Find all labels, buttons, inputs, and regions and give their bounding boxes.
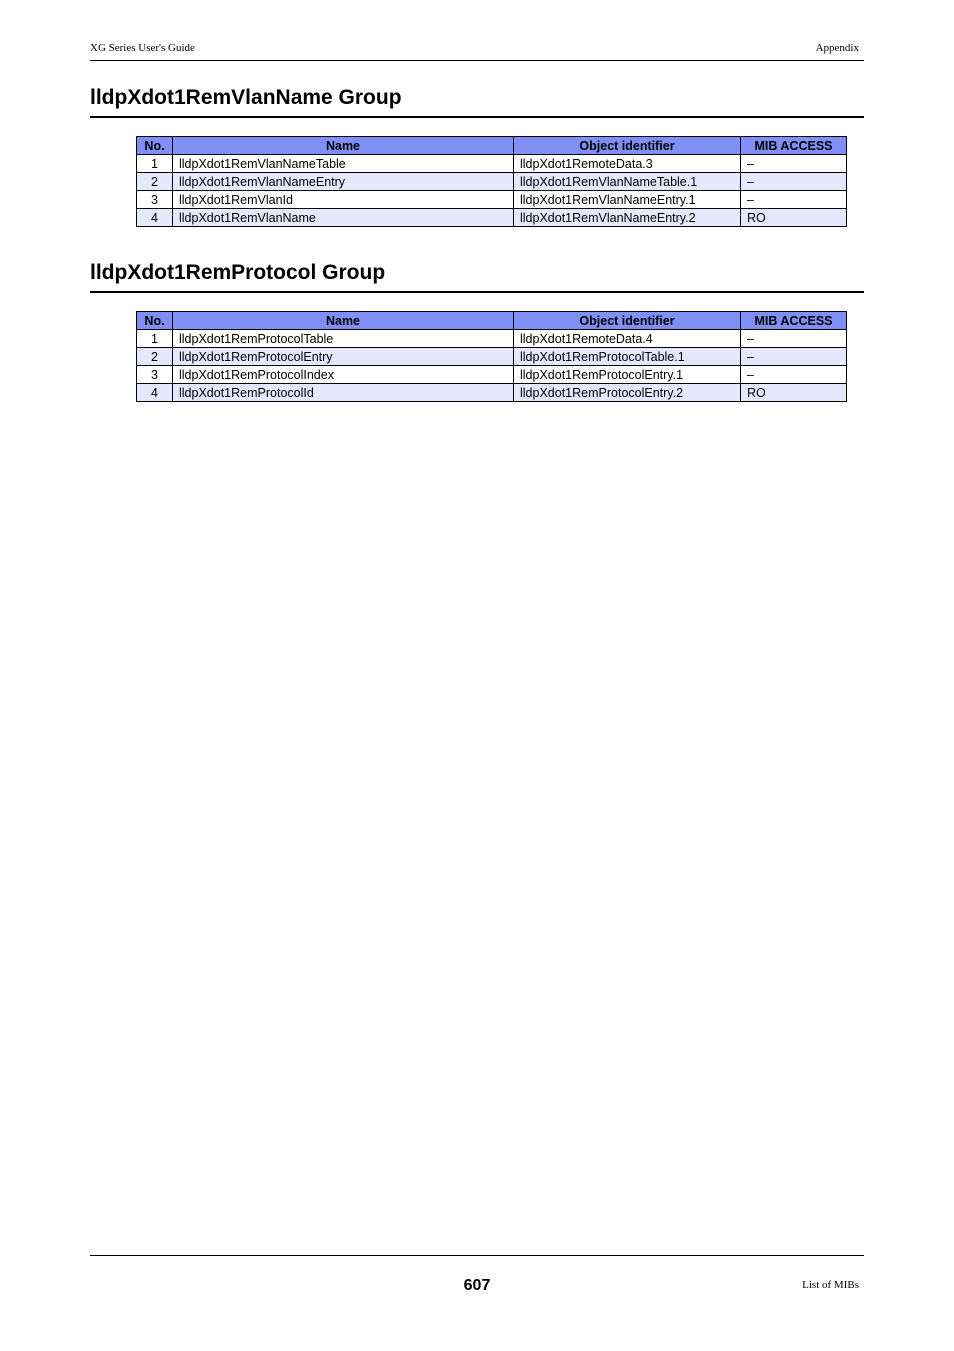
column-header-object-identifier: Object identifier — [514, 137, 741, 155]
cell-no: 1 — [137, 330, 173, 348]
cell-no: 1 — [137, 155, 173, 173]
cell-no: 2 — [137, 348, 173, 366]
section-vlan-name-group — [90, 86, 864, 225]
footer-chapter: List of MIBs — [802, 1279, 859, 1291]
page-header — [90, 42, 864, 61]
table-row — [137, 191, 847, 209]
cell-mib-access: RO — [741, 209, 847, 227]
column-header-no: No. — [137, 137, 173, 155]
cell-object-identifier: lldpXdot1RemProtocolTable.1 — [514, 348, 741, 366]
table-row — [137, 173, 847, 191]
table-header-row — [137, 137, 847, 155]
section-title: lldpXdot1RemProtocol Group — [90, 261, 864, 293]
cell-name: lldpXdot1RemProtocolIndex — [173, 366, 514, 384]
cell-name: lldpXdot1RemProtocolEntry — [173, 348, 514, 366]
cell-mib-access: – — [741, 366, 847, 384]
cell-no: 4 — [137, 209, 173, 227]
mib-table — [136, 311, 847, 402]
section-protocol-group — [90, 261, 864, 400]
header-title: XG Series User's Guide — [90, 42, 195, 54]
table-row — [137, 366, 847, 384]
table-header-row — [137, 312, 847, 330]
cell-mib-access: – — [741, 155, 847, 173]
cell-name: lldpXdot1RemVlanNameTable — [173, 155, 514, 173]
table-row — [137, 209, 847, 227]
cell-object-identifier: lldpXdot1RemVlanNameEntry.1 — [514, 191, 741, 209]
cell-no: 2 — [137, 173, 173, 191]
page-number: 607 — [463, 1277, 491, 1294]
cell-mib-access: – — [741, 191, 847, 209]
column-header-name: Name — [173, 137, 514, 155]
table-row — [137, 155, 847, 173]
table-row — [137, 330, 847, 348]
column-header-mib-access: MIB ACCESS — [741, 137, 847, 155]
cell-object-identifier: lldpXdot1RemVlanNameEntry.2 — [514, 209, 741, 227]
header-section: Appendix — [815, 42, 859, 54]
cell-name: lldpXdot1RemVlanId — [173, 191, 514, 209]
cell-no: 3 — [137, 191, 173, 209]
cell-no: 4 — [137, 384, 173, 402]
cell-mib-access: – — [741, 348, 847, 366]
section-title: lldpXdot1RemVlanName Group — [90, 86, 864, 118]
cell-object-identifier: lldpXdot1RemProtocolEntry.1 — [514, 366, 741, 384]
column-header-object-identifier: Object identifier — [514, 312, 741, 330]
page-footer — [90, 1255, 864, 1294]
cell-object-identifier: lldpXdot1RemVlanNameTable.1 — [514, 173, 741, 191]
cell-mib-access: – — [741, 330, 847, 348]
cell-object-identifier: lldpXdot1RemoteData.4 — [514, 330, 741, 348]
table-row — [137, 348, 847, 366]
cell-mib-access: RO — [741, 384, 847, 402]
table-row — [137, 384, 847, 402]
cell-name: lldpXdot1RemProtocolTable — [173, 330, 514, 348]
column-header-name: Name — [173, 312, 514, 330]
cell-no: 3 — [137, 366, 173, 384]
column-header-mib-access: MIB ACCESS — [741, 312, 847, 330]
column-header-no: No. — [137, 312, 173, 330]
mib-table — [136, 136, 847, 227]
cell-object-identifier: lldpXdot1RemProtocolEntry.2 — [514, 384, 741, 402]
cell-name: lldpXdot1RemVlanName — [173, 209, 514, 227]
cell-name: lldpXdot1RemProtocolId — [173, 384, 514, 402]
cell-object-identifier: lldpXdot1RemoteData.3 — [514, 155, 741, 173]
cell-name: lldpXdot1RemVlanNameEntry — [173, 173, 514, 191]
cell-mib-access: – — [741, 173, 847, 191]
